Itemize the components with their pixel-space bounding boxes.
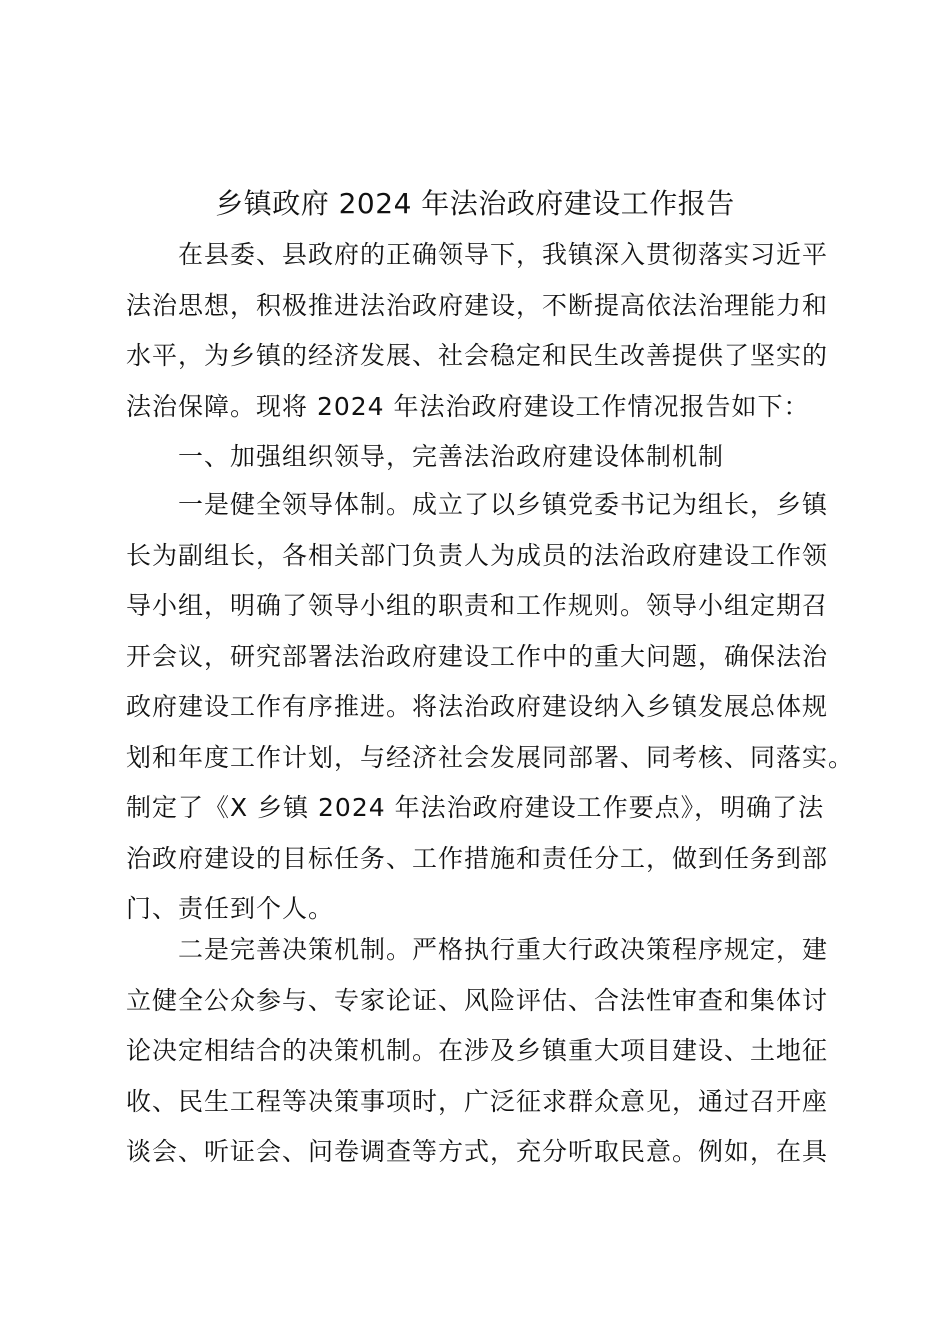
paragraph-line: 收、民生工程等决策事项时，广泛征求群众意见，通过召开座: [126, 1086, 829, 1116]
paragraph-line: 长为副组长，各相关部门负责人为成员的法治政府建设工作领: [126, 540, 829, 570]
intro-paragraph: [126, 230, 832, 432]
paragraph-line: 论决定相结合的决策机制。在涉及乡镇重大项目建设、土地征: [126, 1036, 829, 1065]
paragraph-line: 二是完善决策机制。严格执行重大行政决策程序规定，建: [178, 935, 829, 964]
paragraph-line: 导小组，明确了领导小组的职责和工作规则。领导小组定期召: [126, 591, 829, 620]
paragraph-line: 开会议，研究部署法治政府建设工作中的重大问题，确保法治: [126, 641, 829, 671]
paragraph-line: 门、责任到个人。: [126, 894, 335, 923]
leadership-paragraph: [126, 480, 855, 935]
paragraph-line: 制定了《X 乡镇 2024 年法治政府建设工作要点》，明确了法: [126, 793, 825, 822]
decision-paragraph: [126, 925, 832, 1178]
paragraph-line: 政府建设工作有序推进。将法治政府建设纳入乡镇发展总体规: [126, 692, 829, 721]
paragraph-line: 水平，为乡镇的经济发展、社会稳定和民生改善提供了坚实的: [126, 341, 829, 370]
paragraph-line: 法治保障。现将 2024 年法治政府建设工作情况报告如下：: [126, 391, 810, 421]
paragraph-line: 一是健全领导体制。成立了以乡镇党委书记为组长，乡镇: [178, 490, 829, 519]
document-title: 乡镇政府 2024 年法治政府建设工作报告: [215, 187, 735, 220]
paragraph-line: 立健全公众参与、专家论证、风险评估、合法性审查和集体讨: [126, 985, 829, 1015]
paragraph-line: 谈会、听证会、问卷调查等方式，充分听取民意。例如，在具: [126, 1137, 829, 1166]
section-heading-line: 一、加强组织领导，完善法治政府建设体制机制: [178, 442, 725, 471]
section-heading: [126, 432, 832, 483]
paragraph-line: 法治思想，积极推进法治政府建设，不断提高依法治理能力和: [126, 290, 829, 320]
paragraph-line: 在县委、县政府的正确领导下，我镇深入贯彻落实习近平: [178, 240, 829, 269]
paragraph-line: 划和年度工作计划，与经济社会发展同部署、同考核、同落实。: [126, 742, 855, 772]
paragraph-line: 治政府建设的目标任务、工作措施和责任分工，做到任务到部: [126, 843, 829, 873]
